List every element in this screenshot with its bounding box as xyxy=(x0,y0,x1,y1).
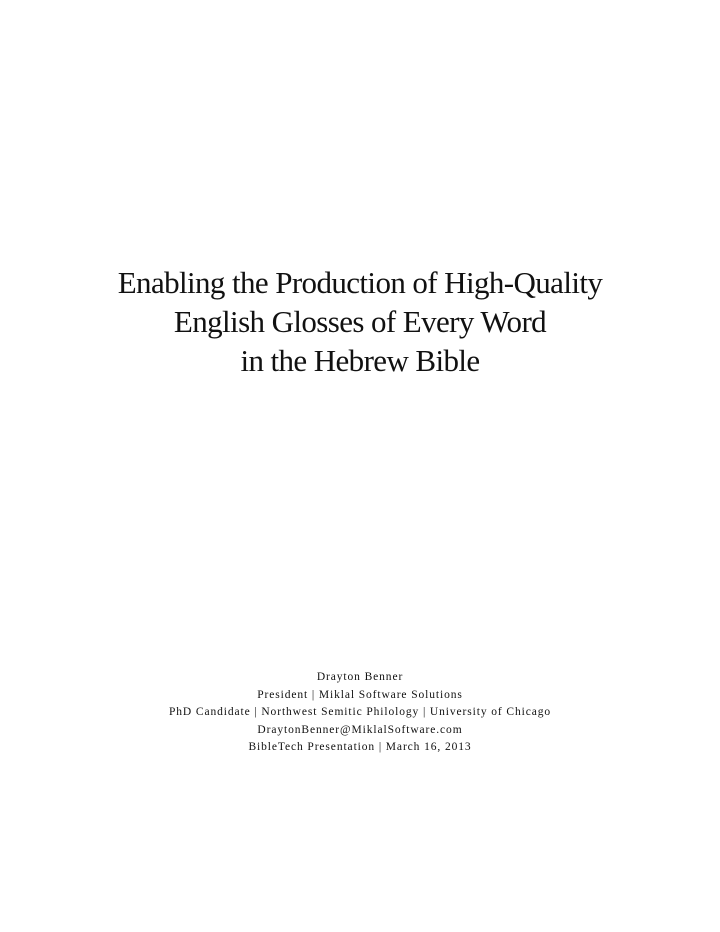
title-line-1: Enabling the Production of High-Quality xyxy=(117,265,603,300)
page-title xyxy=(0,263,720,380)
title-line-2: English Glosses of Every Word xyxy=(173,304,547,339)
title-line-3: in the Hebrew Bible xyxy=(240,343,480,378)
author-info xyxy=(0,669,720,757)
presentation-info: BibleTech Presentation | March 16, 2013 xyxy=(248,741,472,753)
author-name: Drayton Benner xyxy=(316,671,404,683)
author-academic: PhD Candidate | Northwest Semitic Philology | University of Chicago xyxy=(168,706,552,718)
author-email: DraytonBenner@MiklalSoftware.com xyxy=(257,723,463,736)
author-affiliation: President | Miklal Software Solutions xyxy=(257,688,463,701)
